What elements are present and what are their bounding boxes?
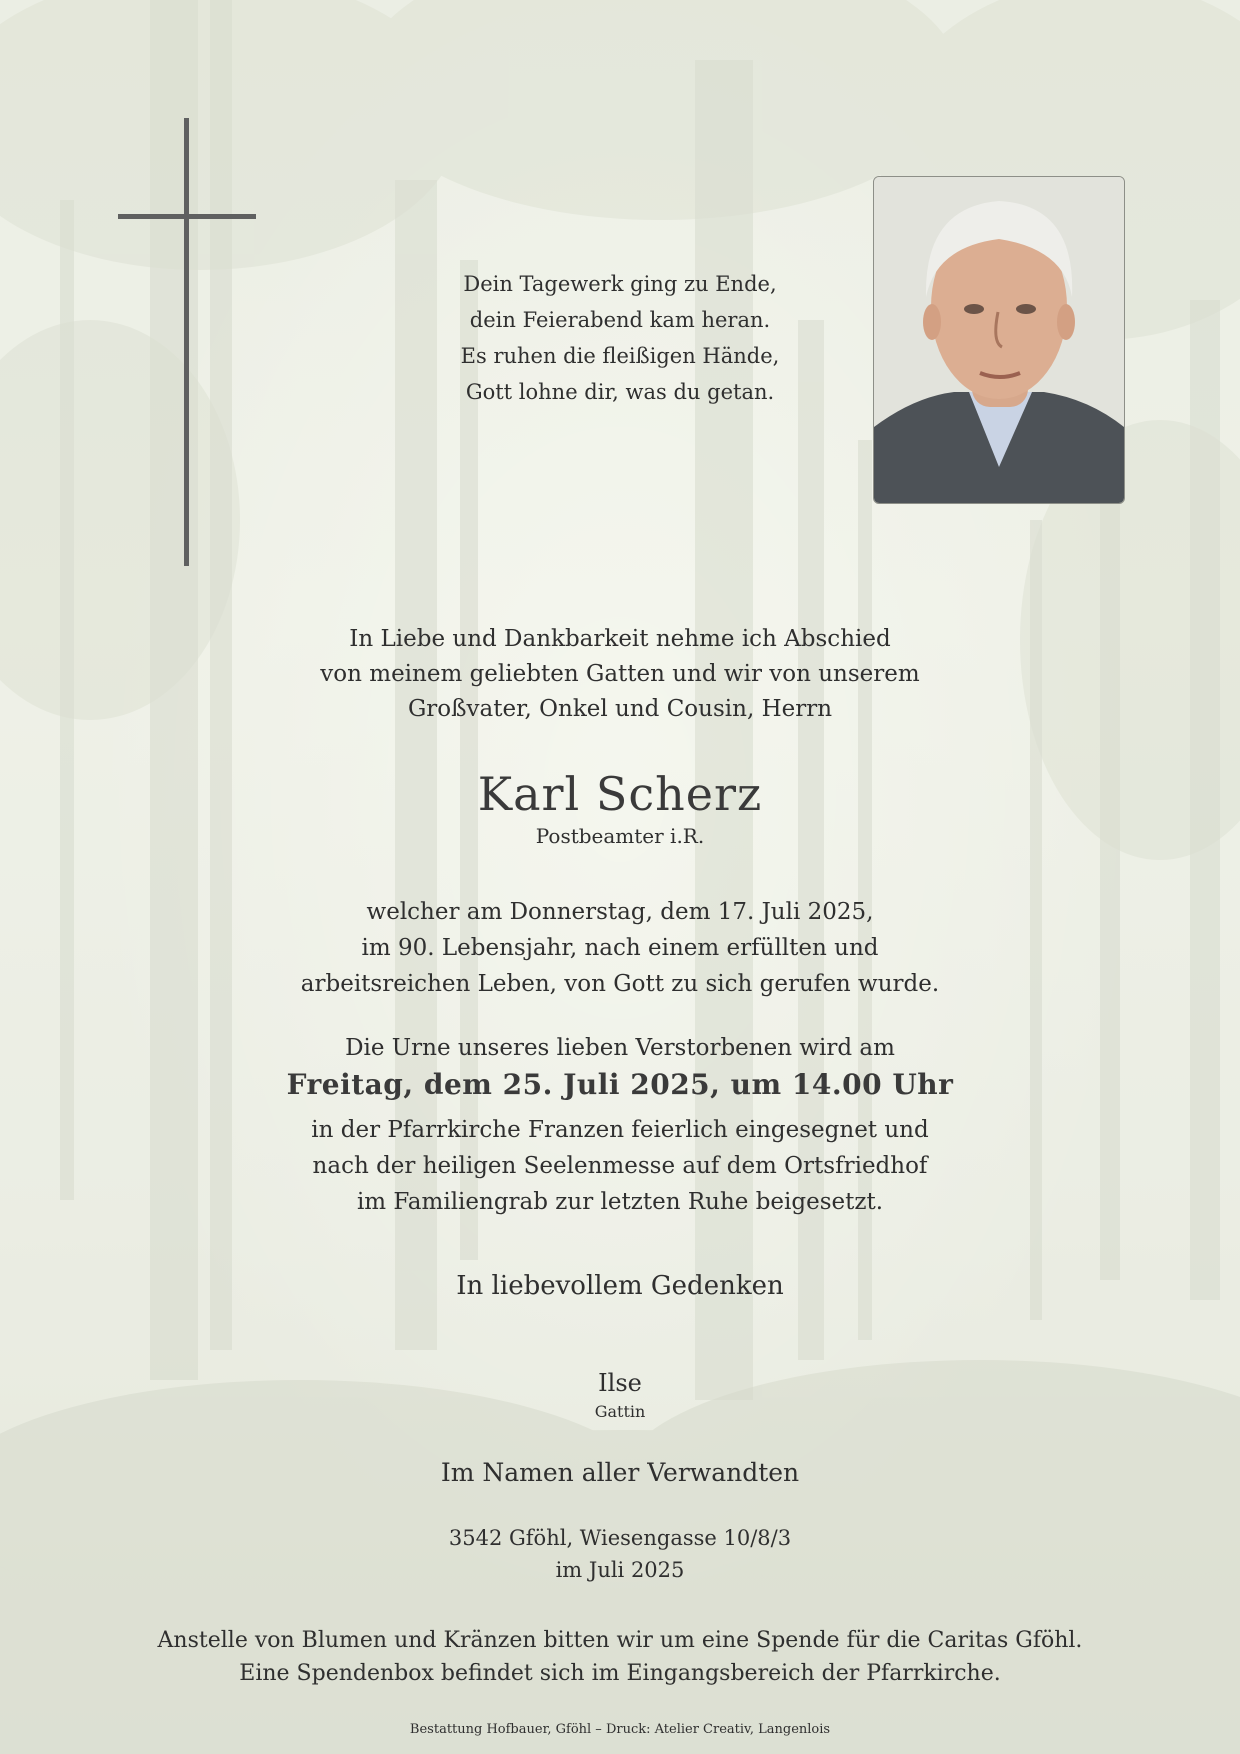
address-street: 3542 Gföhl, Wiesengasse 10/8/3 — [448, 1526, 792, 1550]
poem-line: Es ruhen die fleißigen Hände, — [460, 344, 780, 368]
poem — [420, 266, 820, 410]
deceased-name: Karl Scherz — [477, 767, 763, 821]
poem-line: Gott lohne dir, was du getan. — [465, 380, 775, 404]
address-date: im Juli 2025 — [555, 1558, 685, 1582]
donation-line: Anstelle von Blumen und Kränzen bitten wir um eine Spende für die Caritas Gföhl. — [157, 1628, 1083, 1653]
widow-role: Gattin — [594, 1402, 646, 1421]
death-notice-line: welcher am Donnerstag, dem 17. Juli 2025, — [366, 899, 874, 925]
funeral-detail-line: in der Pfarrkirche Franzen feierlich eingesegnet und — [311, 1117, 929, 1143]
funeral-detail-line: nach der heiligen Seelenmesse auf dem Ortsfriedhof — [312, 1153, 928, 1179]
death-notice-line: arbeitsreichen Leben, von Gott zu sich gerufen wurde. — [300, 971, 940, 997]
funeral-details — [0, 1112, 1240, 1220]
poem-line: dein Feierabend kam heran. — [469, 308, 771, 332]
cross-vertical-bar — [184, 118, 189, 566]
widow-name: Ilse — [598, 1369, 642, 1397]
deceased-title: Postbeamter i.R. — [535, 824, 705, 848]
address-block — [0, 1522, 1240, 1586]
donation-request — [0, 1624, 1240, 1690]
death-notice-line: im 90. Lebensjahr, nach einem erfüllten und — [361, 935, 879, 961]
portrait-image — [874, 177, 1124, 503]
cross-horizontal-bar — [118, 214, 256, 219]
print-credits: Bestattung Hofbauer, Gföhl – Druck: Atelier Creativ, Langenlois — [409, 1722, 831, 1737]
funeral-intro: Die Urne unseres lieben Verstorbenen wird am — [345, 1035, 895, 1061]
deceased-portrait-photo — [873, 176, 1125, 504]
intro-line: von meinem geliebten Gatten und wir von unserem — [320, 661, 920, 687]
death-notice — [0, 894, 1240, 1002]
funeral-detail-line: im Familiengrab zur letzten Ruhe beigesetzt. — [356, 1189, 884, 1215]
intro-line: Großvater, Onkel und Cousin, Herrn — [407, 696, 833, 722]
donation-line: Eine Spendenbox befindet sich im Eingangsbereich der Pfarrkirche. — [239, 1661, 1001, 1686]
intro-line: In Liebe und Dankbarkeit nehme ich Abschied — [349, 626, 891, 652]
cross-symbol — [118, 118, 256, 566]
relatives-line: Im Namen aller Verwandten — [440, 1458, 800, 1487]
funeral-date: Freitag, dem 25. Juli 2025, um 14.00 Uhr — [286, 1068, 954, 1101]
memory-phrase: In liebevollem Gedenken — [456, 1271, 784, 1301]
poem-line: Dein Tagewerk ging zu Ende, — [463, 272, 777, 296]
farewell-intro — [0, 622, 1240, 727]
